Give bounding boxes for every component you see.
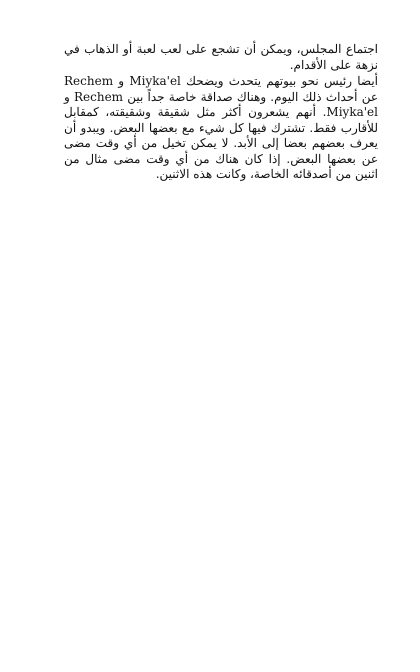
body-text (64, 42, 378, 183)
paragraph-1: اجتماع المجلس، ويمكن أن تشجع على لعب لعبة أو الذهاب في نزهة على الأقدام. (64, 42, 378, 72)
paragraph-2: أيضا رئيس نحو بيوتهم يتحدث ويضحك Miyka'el و Rechem عن أحداث ذلك اليوم. وهناك صداقة خاصة جداً بين Rechem و Miyka'el. أنهم يشعرون أكثر مثل شقيقة وشقيقته، كمقابل للأقارب فقط. تشترك فيها كل شيء مع بعضها البعض. ويبدو أن يعرف بعضهم بعضا إلى الأبد. لا يمكن تخيل من أي وقت مضى عن بعضها البعض. إذا كان هناك من أي وقت مضى مثال من اثنين من أصدقائه الخاصة، وكانت هذه الاثنين. (64, 74, 378, 181)
